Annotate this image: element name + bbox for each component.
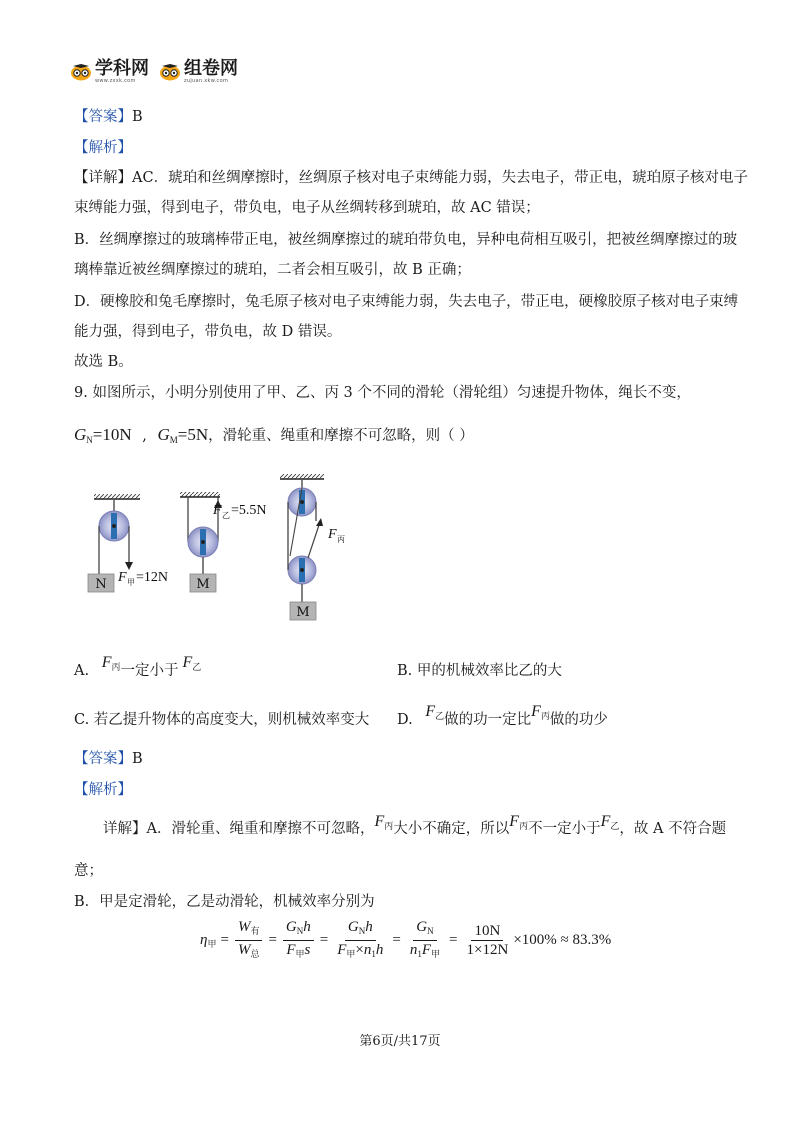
prev-line: 璃棒靠近被丝绸摩擦过的琥珀，二者会相互吸引，故 B 正确； bbox=[74, 262, 471, 278]
fraction bbox=[235, 918, 263, 963]
option-a-label: A. bbox=[74, 663, 90, 679]
symbol-sub: 丙 bbox=[540, 711, 550, 721]
symbol-g: G bbox=[285, 919, 297, 935]
logo-2-text: 组卷网 bbox=[184, 58, 238, 79]
symbol-s: s bbox=[304, 942, 311, 958]
logo-1-text: 学科网 bbox=[95, 58, 149, 79]
question-stem: 9. 如图所示，小明分别使用了甲、乙、丙 3 个不同的滑轮（滑轮组）匀速提升物体，绳长不变， bbox=[74, 385, 691, 401]
answer-label: 【答案】 bbox=[74, 109, 132, 125]
f-bing-symbol: F bbox=[328, 527, 337, 542]
answer-label: 【答案】 bbox=[74, 751, 132, 767]
symbol-sub: 丙 bbox=[384, 821, 394, 831]
option-d-label: D. bbox=[397, 712, 413, 728]
fraction bbox=[464, 922, 512, 959]
option-c: C. 若乙提升物体的高度变大，则机械效率变大 bbox=[74, 712, 370, 728]
symbol-f: F bbox=[421, 942, 432, 958]
option-d-tail: 做的功少 bbox=[549, 712, 608, 728]
analysis-label: 【解析】 bbox=[74, 782, 132, 798]
f-bing-sub: 丙 bbox=[337, 535, 345, 544]
symbol-sub: M bbox=[169, 435, 178, 445]
header-logos bbox=[70, 60, 238, 84]
block-n-label: N bbox=[95, 577, 107, 592]
symbol-h: h bbox=[375, 942, 384, 958]
answer-value: B bbox=[132, 109, 143, 125]
symbol-g: G bbox=[347, 919, 359, 935]
symbol-sub: 丙 bbox=[111, 662, 121, 672]
symbol-g: G bbox=[157, 425, 170, 444]
symbol-h: h bbox=[303, 919, 311, 935]
block-m2-label: M bbox=[296, 605, 310, 620]
prev-line: B．丝绸摩擦过的玻璃棒带正电，被丝绸摩擦过的琥珀带负电，异种电荷相互吸引，把被丝绸摩擦过的玻 bbox=[74, 232, 738, 248]
symbol-w: W bbox=[237, 919, 251, 935]
prev-line: 束缚能力强，得到电子，带负电，电子从丝绸转移到琥珀，故 AC 错误； bbox=[74, 200, 540, 216]
f-jia-sub: 甲 bbox=[127, 578, 135, 587]
symbol-sub: 甲 bbox=[295, 949, 305, 959]
symbol-f: F bbox=[600, 813, 611, 830]
symbol-sub: 丙 bbox=[519, 821, 529, 831]
fraction bbox=[283, 918, 314, 963]
symbol-f: F bbox=[286, 942, 296, 958]
logo-1-url: www.zxxk.com bbox=[95, 78, 136, 84]
symbol-sub: N bbox=[86, 435, 93, 445]
symbol-sub: N bbox=[358, 926, 366, 936]
given-value: =5N bbox=[177, 425, 209, 444]
text: 不一定小于 bbox=[528, 821, 601, 837]
symbol-n: n bbox=[409, 942, 418, 958]
option-a-mid: 一定小于 bbox=[120, 663, 179, 679]
logo-2-url: zujuan.xkw.com bbox=[184, 78, 229, 84]
pulley-figure bbox=[80, 466, 380, 626]
answer-value: B bbox=[132, 751, 143, 767]
symbol-w: W bbox=[237, 942, 251, 958]
f-jia-value: =12N bbox=[136, 570, 169, 585]
question-given: $G_N=10N$ , $G_M=5N$，滑轮重、绳重和摩擦不可忽略，则（ ） bbox=[74, 425, 474, 445]
symbol-h: h bbox=[365, 919, 373, 935]
prev-line: 故选 B。 bbox=[74, 354, 133, 370]
analysis-line-3: B．甲是定滑轮，乙是动滑轮，机械效率分别为 bbox=[74, 894, 375, 910]
eta-symbol: η bbox=[200, 931, 208, 948]
symbol-f: F bbox=[425, 703, 436, 720]
symbol-sub: 甲 bbox=[207, 938, 217, 949]
f-jia-symbol: F bbox=[118, 570, 127, 585]
analysis-line-2: 意； bbox=[74, 863, 103, 879]
symbol-f: F bbox=[337, 942, 347, 958]
prev-analysis-label: 【解析】 bbox=[74, 140, 132, 156]
given-value: =10N bbox=[92, 425, 132, 444]
text: 大小不确定，所以 bbox=[393, 821, 510, 837]
f-yi-sub: 乙 bbox=[222, 511, 230, 520]
fraction bbox=[407, 918, 443, 963]
zxxk-logo bbox=[70, 60, 149, 84]
symbol-f: F bbox=[374, 813, 385, 830]
owl-icon bbox=[70, 63, 92, 81]
f-yi-symbol: F bbox=[213, 503, 222, 518]
option-d bbox=[397, 703, 608, 735]
fraction-denominator: 1×12N bbox=[466, 942, 509, 958]
symbol-f: F bbox=[101, 654, 112, 671]
prev-answer bbox=[74, 106, 143, 128]
symbol-f: F bbox=[531, 703, 541, 720]
symbol-sub: 1 bbox=[417, 949, 422, 959]
symbol-f: F bbox=[182, 654, 193, 671]
f-yi-value: =5.5N bbox=[231, 503, 267, 518]
symbol-sub: 有 bbox=[250, 926, 260, 936]
symbol-g: G bbox=[74, 425, 87, 444]
option-a bbox=[74, 654, 202, 686]
page-number: 第6页/共17页 bbox=[359, 1034, 441, 1049]
symbol-g: G bbox=[416, 919, 428, 935]
prev-line: 能力强，得到电子，带负电，故 D 错误。 bbox=[74, 324, 342, 340]
analysis-line-1 bbox=[103, 813, 727, 844]
block-m1-label: M bbox=[196, 577, 210, 592]
answer bbox=[74, 748, 143, 770]
text: ，故 A 不符合题 bbox=[619, 821, 727, 837]
symbol-sub: 总 bbox=[250, 949, 260, 959]
option-b: B. 甲的机械效率比乙的大 bbox=[397, 663, 562, 679]
symbol-sub: N bbox=[296, 926, 304, 936]
text: 详解】A．滑轮重、绳重和摩擦不可忽略， bbox=[103, 821, 375, 837]
symbol-sub: 乙 bbox=[192, 662, 202, 672]
symbol-sub: 甲 bbox=[431, 949, 441, 959]
times-sign: × bbox=[355, 942, 364, 958]
symbol-sub: 1 bbox=[371, 949, 376, 959]
symbol-sub: N bbox=[427, 926, 434, 936]
fraction-numerator: 10N bbox=[471, 922, 503, 941]
efficiency-result: ×100% ≈ 83.3% bbox=[513, 932, 612, 948]
owl-icon bbox=[159, 63, 181, 81]
symbol-f: F bbox=[509, 813, 520, 830]
given-tail: ，滑轮重、绳重和摩擦不可忽略，则（ ） bbox=[208, 428, 474, 444]
zujuan-logo bbox=[159, 60, 238, 84]
option-d-mid: 做的功一定比 bbox=[444, 712, 532, 728]
symbol-sub: 乙 bbox=[435, 711, 445, 721]
efficiency-formula: $\eta_甲$ = $\frac{W_有}{W_总}$ = $\frac{G_Nh}{F_甲s}$ = $\frac{G_Nh}{F_甲\times n_1h}$ = $\frac{G_N}{n_1F_甲}$ = $\frac{10N}{1\times 12N}$ ×100% ≈ 83.3% bbox=[200, 918, 611, 963]
prev-line: D．硬橡胶和兔毛摩擦时，兔毛原子核对电子束缚能力弱，失去电子，带正电，硬橡胶原子核对电子束缚 bbox=[74, 294, 739, 310]
symbol-n: n bbox=[363, 942, 372, 958]
symbol-sub: 甲 bbox=[346, 949, 356, 959]
symbol-sub: 乙 bbox=[610, 821, 620, 831]
prev-line: 【详解】AC．琥珀和丝绸摩擦时，丝绸原子核对电子束缚能力弱，失去电子，带正电，琥珀原子核对电子 bbox=[74, 170, 749, 186]
pulley-bing bbox=[280, 474, 324, 620]
fraction bbox=[334, 918, 386, 963]
